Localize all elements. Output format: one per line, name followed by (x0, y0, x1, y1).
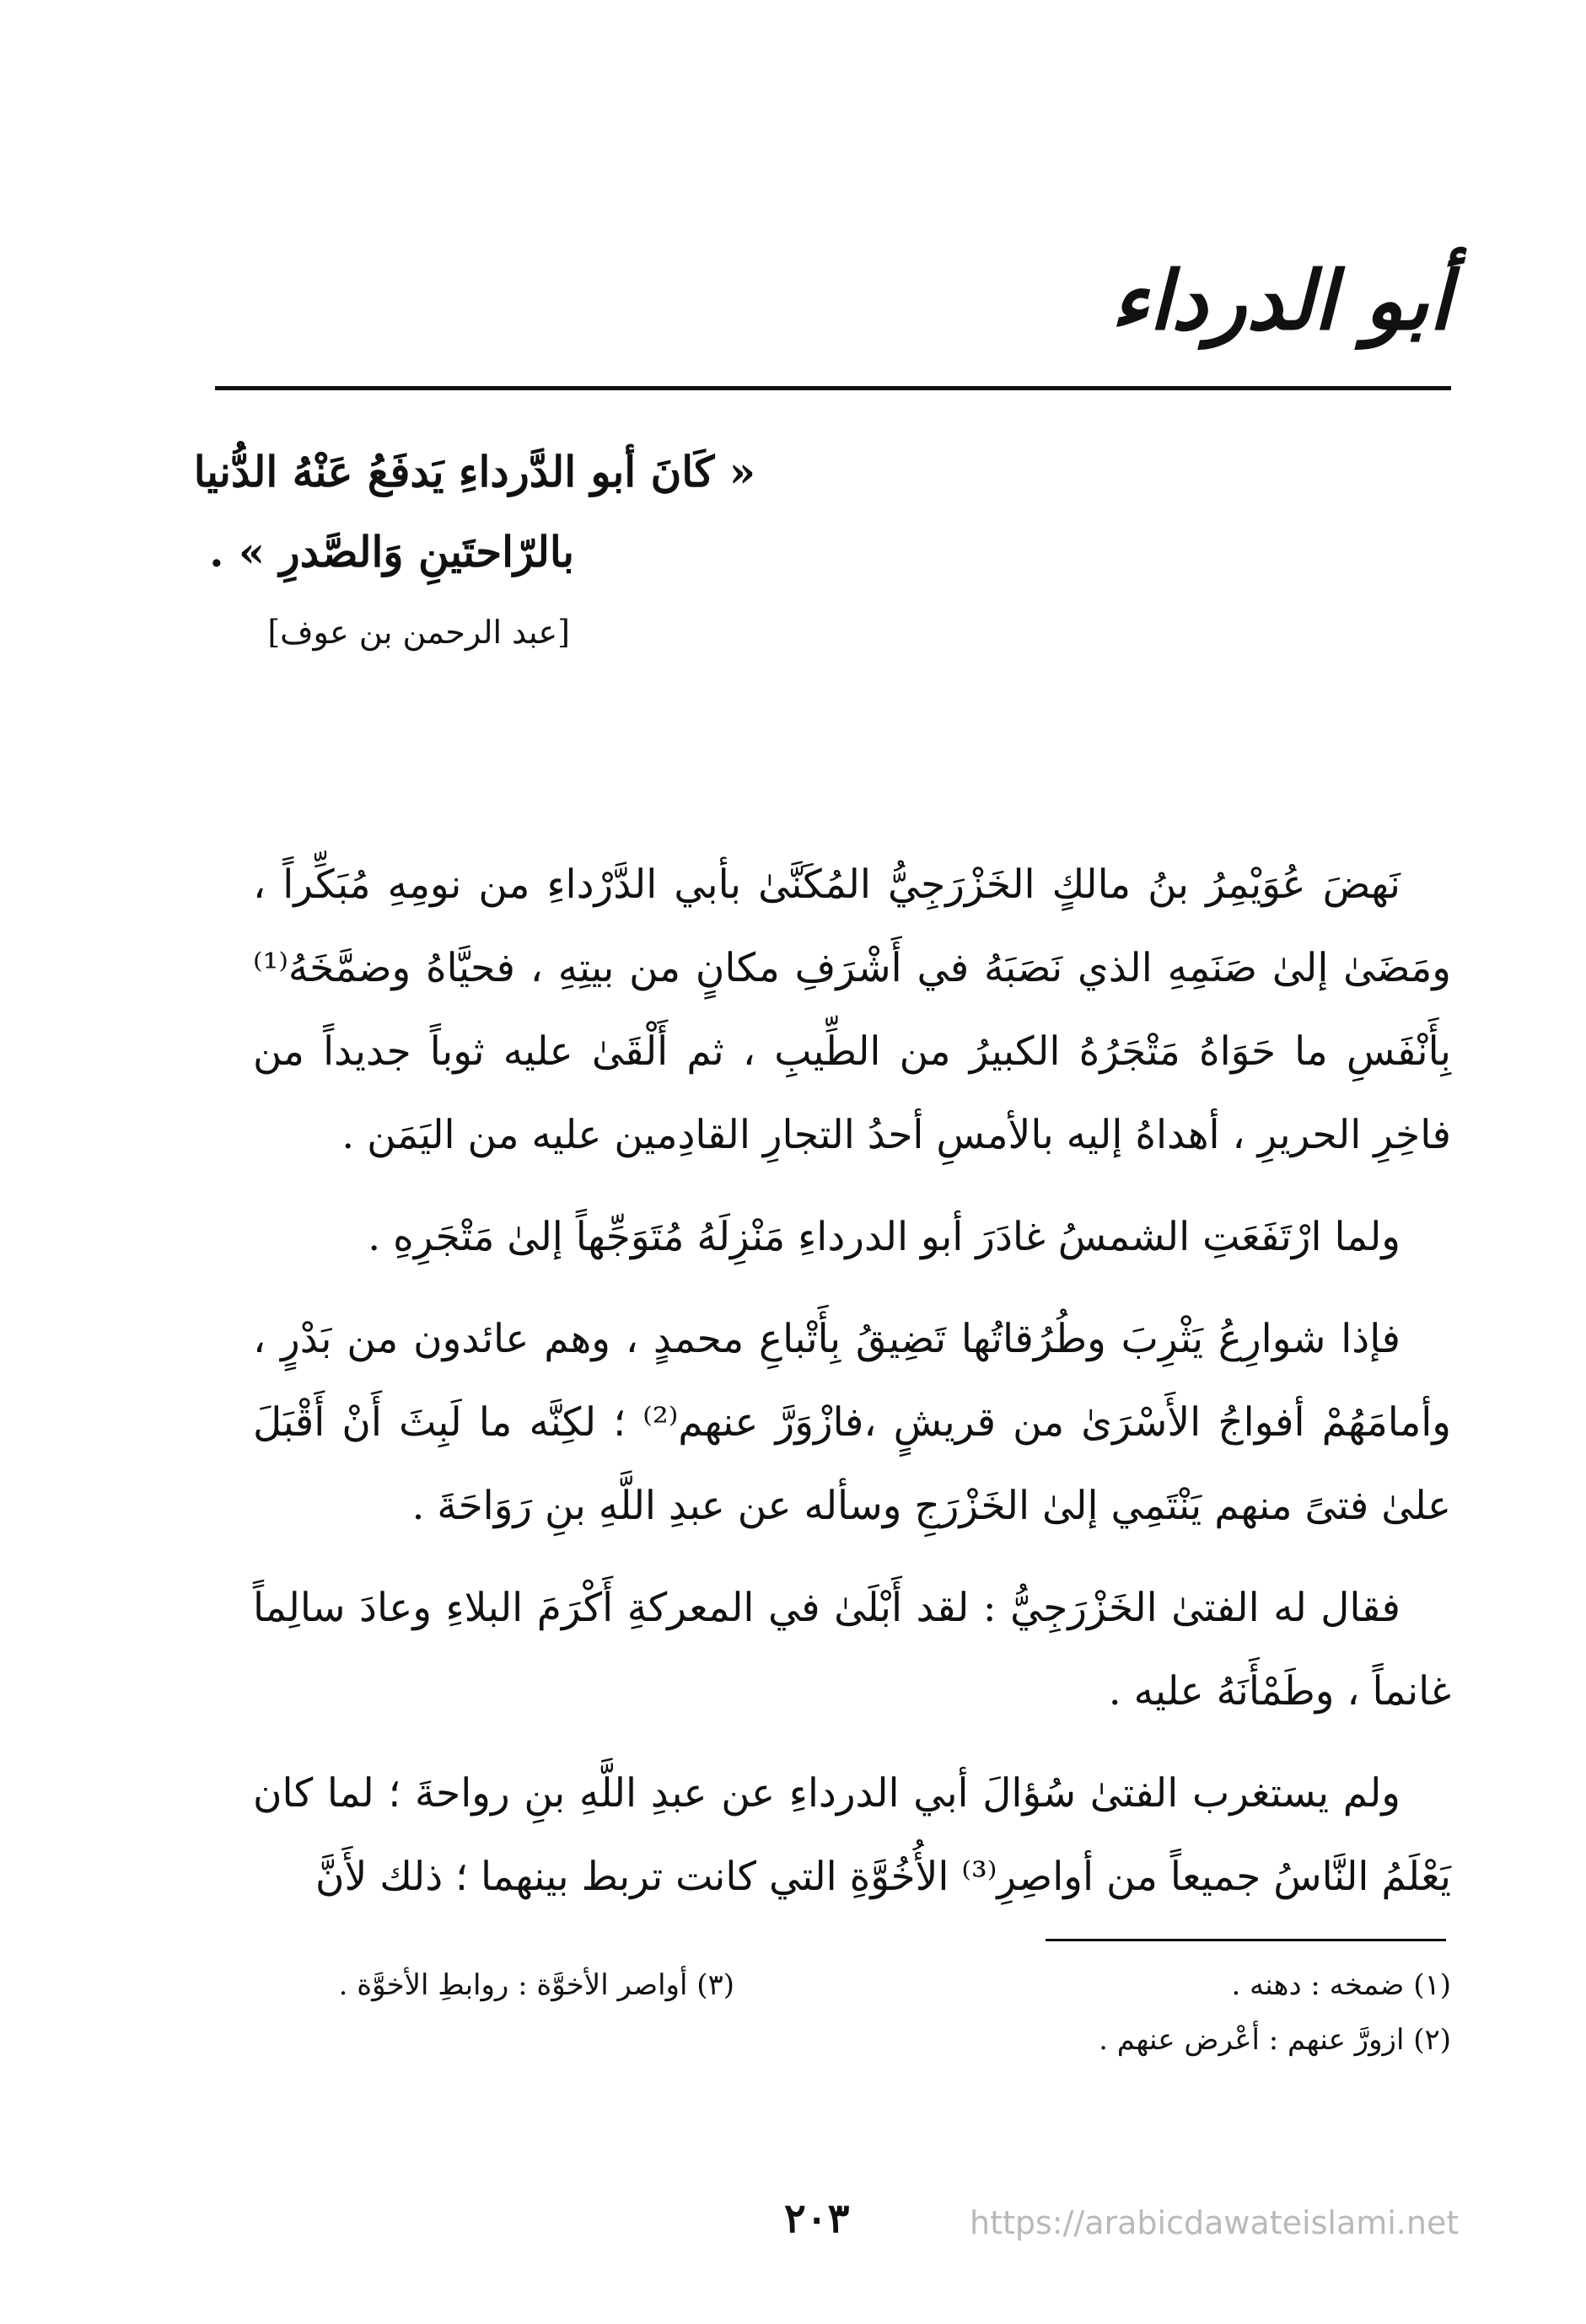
paragraph-4: فقال له الفتىٰ الخَزْرَجِيُّ : لقد أَبْلَىٰ في المعركةِ أَكْرَمَ البلاءِ وعادَ سالِماً غانماً ، وطَمْأَنَهُ عليه . (253, 1585, 1451, 1715)
footnote-2: (٢) ازورَّ عنهم : أعْرض عنهم . (1099, 2023, 1451, 2057)
page-number: ٢٠٣ (784, 2195, 850, 2242)
watermark-url: https://arabicdawateislami.net (970, 2204, 1460, 2241)
footnote-1: (١) ضمخه : دهنه . (1231, 1968, 1451, 2002)
footnote-divider (1046, 1939, 1446, 1941)
body-text (253, 843, 1451, 1919)
epigraph-line-2: بالرّاحتَينِ وَالصَّدرِ » . (209, 527, 574, 577)
paragraph-2: ولما ارْتَفَعَتِ الشمسُ غادَرَ أبو الدرداءِ مَنْزِلَهُ مُتَوَجِّهاً إلىٰ مَتْجَرِهِ . (368, 1214, 1401, 1260)
epigraph-line-1: « كَانَ أبو الدَّرداءِ يَدفَعُ عَنْهُ الدُّنيا (193, 447, 755, 496)
paragraph-5: ولم يستغرب الفتىٰ سُؤالَ أبي الدرداءِ عن عبدِ اللَّهِ بنِ رواحةَ ؛ لما كان يَعْلَمُ النَّاسُ جميعاً من أواصِرِ⁽³⁾ الأُخُوَّةِ التي كانت تربط بينهما ؛ ذلك لأَنَّ (253, 1770, 1451, 1900)
title-divider (215, 386, 1451, 390)
paragraph-3: فإذا شوارِعُ يَثْرِبَ وطُرُقاتُها تَضِيقُ بِأَتْباعِ محمدٍ ، وهم عائدون من بَدْرٍ ، وأمامَهُمْ أفواجُ الأَسْرَىٰ من قريشٍ ،فازْوَرَّ عنهم⁽²⁾ ؛ لكِنَّه ما لَبِثَ أَنْ أَقْبَلَ علىٰ فتىً منهم يَنْتَمِي إلىٰ الخَزْرَجِ وسأله عن عبدِ اللَّهِ بنِ رَوَاحَةَ . (253, 1316, 1452, 1529)
chapter-title: أبو الدرداء (1110, 253, 1451, 348)
footnote-3: (٣) أواصر الأخوَّة : روابطِ الأخوَّة . (338, 1968, 734, 2002)
paragraph-1: نَهضَ عُوَيْمِرُ بنُ مالكٍ الخَزْرَجِيُّ المُكَنَّىٰ بأبي الدَّرْداءِ من نومِهِ مُبَكِّراً ، ومَضَىٰ إلىٰ صَنَمِهِ الذي نَصَبَهُ في أَشْرَفِ مكانٍ من بيتِهِ ، فحيَّاهُ وضمَّخَهُ⁽¹⁾ بِأَنْفَسِ ما حَوَاهُ مَتْجَرُهُ الكبيرُ من الطِّيبِ ، ثم أَلْقَىٰ عليه ثوباً جديداً من فاخِرِ الحريرِ ، أهداهُ إليه بالأمسِ أحدُ التجارِ القادِمين عليه من اليَمَن . (253, 861, 1451, 1158)
epigraph-source: [عبد الرحمن بن عوف] (267, 614, 570, 651)
